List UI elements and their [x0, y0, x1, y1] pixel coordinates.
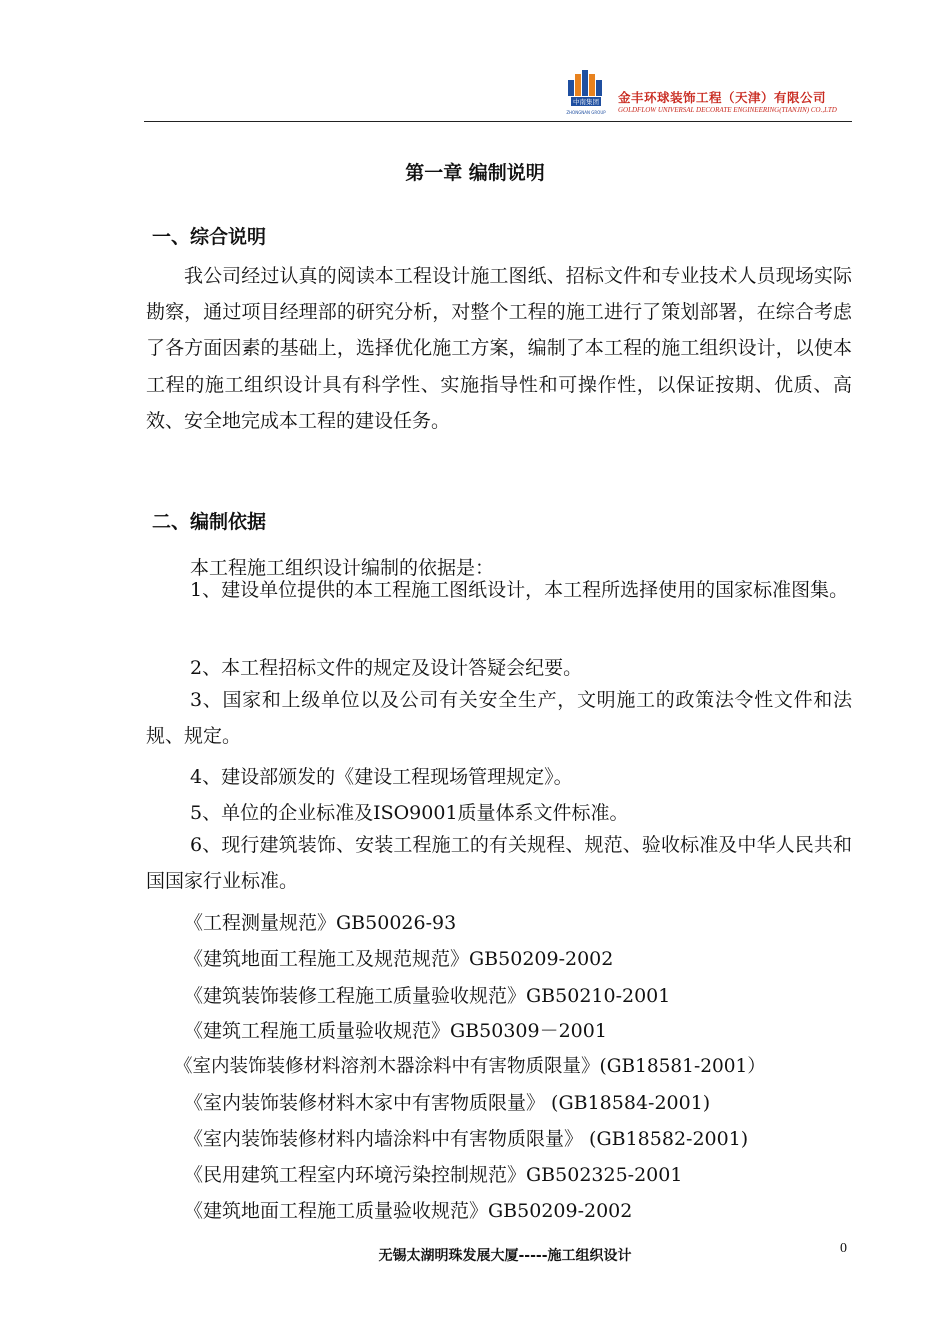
basis-item-4: 4、建设部颁发的《建设工程现场管理规定》。: [190, 766, 573, 788]
page-number: 0: [840, 1241, 847, 1256]
company-name-en: GOLDFLOW UNIVERSAL DECORATE ENGINEERING(TIANJIN) CO.,LTD: [618, 106, 837, 114]
standard-item: 《室内装饰装修材料溶剂木器涂料中有害物质限量》(GB18581-2001）: [174, 1056, 766, 1077]
logo-text-cn: 中南集团: [573, 98, 599, 106]
basis-item-3: 3、国家和上级单位以及公司有关安全生产，文明施工的政策法令性文件和法规、规定。: [146, 689, 852, 747]
basis-item-5: 5、单位的企业标准及ISO9001质量体系文件标准。: [190, 802, 629, 824]
chapter-title: 第一章 编制说明: [405, 162, 545, 184]
footer-project-title: 无锡太湖明珠发展大厦-----施工组织设计: [378, 1248, 632, 1264]
standard-item: 《民用建筑工程室内环境污染控制规范》GB502325-2001: [184, 1164, 683, 1186]
standard-item: 《建筑装饰装修工程施工质量验收规范》GB50210-2001: [184, 985, 671, 1007]
basis-item-2: 2、本工程招标文件的规定及设计答疑会纪要。: [190, 657, 583, 679]
section-heading-overview: 一、综合说明: [152, 226, 267, 248]
header-divider: [144, 121, 852, 122]
section-heading-basis: 二、编制依据: [152, 511, 267, 533]
basis-item-6: 6、现行建筑装饰、安装工程施工的有关规程、规范、验收标准及中华人民共和国国家行业标准。: [146, 834, 852, 892]
logo-text-en: ZHONGNAN GROUP: [566, 110, 606, 115]
basis-intro: 本工程施工组织设计编制的依据是：: [190, 557, 495, 579]
company-name-cn: 金丰环球装饰工程（天津）有限公司: [618, 90, 827, 105]
standard-item: 《室内装饰装修材料内墙涂料中有害物质限量》 (GB18582-2001): [184, 1128, 749, 1150]
standard-item: 《建筑地面工程施工质量验收规范》GB50209-2002: [184, 1200, 633, 1222]
standard-item: 《室内装饰装修材料木家中有害物质限量》 (GB18584-2001): [184, 1092, 711, 1114]
overview-paragraph: 我公司经过认真的阅读本工程设计施工图纸、招标文件和专业技术人员现场实际勘察，通过项目经理部的研究分析，对整个工程的施工进行了策划部署，在综合考虑了各方面因素的基础上，选择优化施工方案，编制了本工程的施工组织设计，以使本工程的施工组织设计具有科学性、实施指导性和可操作性，以保证按期、优质、高效、安全地完成本工程的建设任务。: [146, 265, 852, 432]
standard-item: 《建筑工程施工质量验收规范》GB50309－2001: [184, 1020, 607, 1042]
standard-item: 《工程测量规范》GB50026-93: [184, 912, 457, 934]
standard-item: 《建筑地面工程施工及规范规范》GB50209-2002: [184, 948, 614, 970]
basis-item-1: 1、建设单位提供的本工程施工图纸设计，本工程所选择使用的国家标准图集。: [190, 579, 849, 601]
zhongnan-group-logo-icon: [562, 66, 612, 118]
